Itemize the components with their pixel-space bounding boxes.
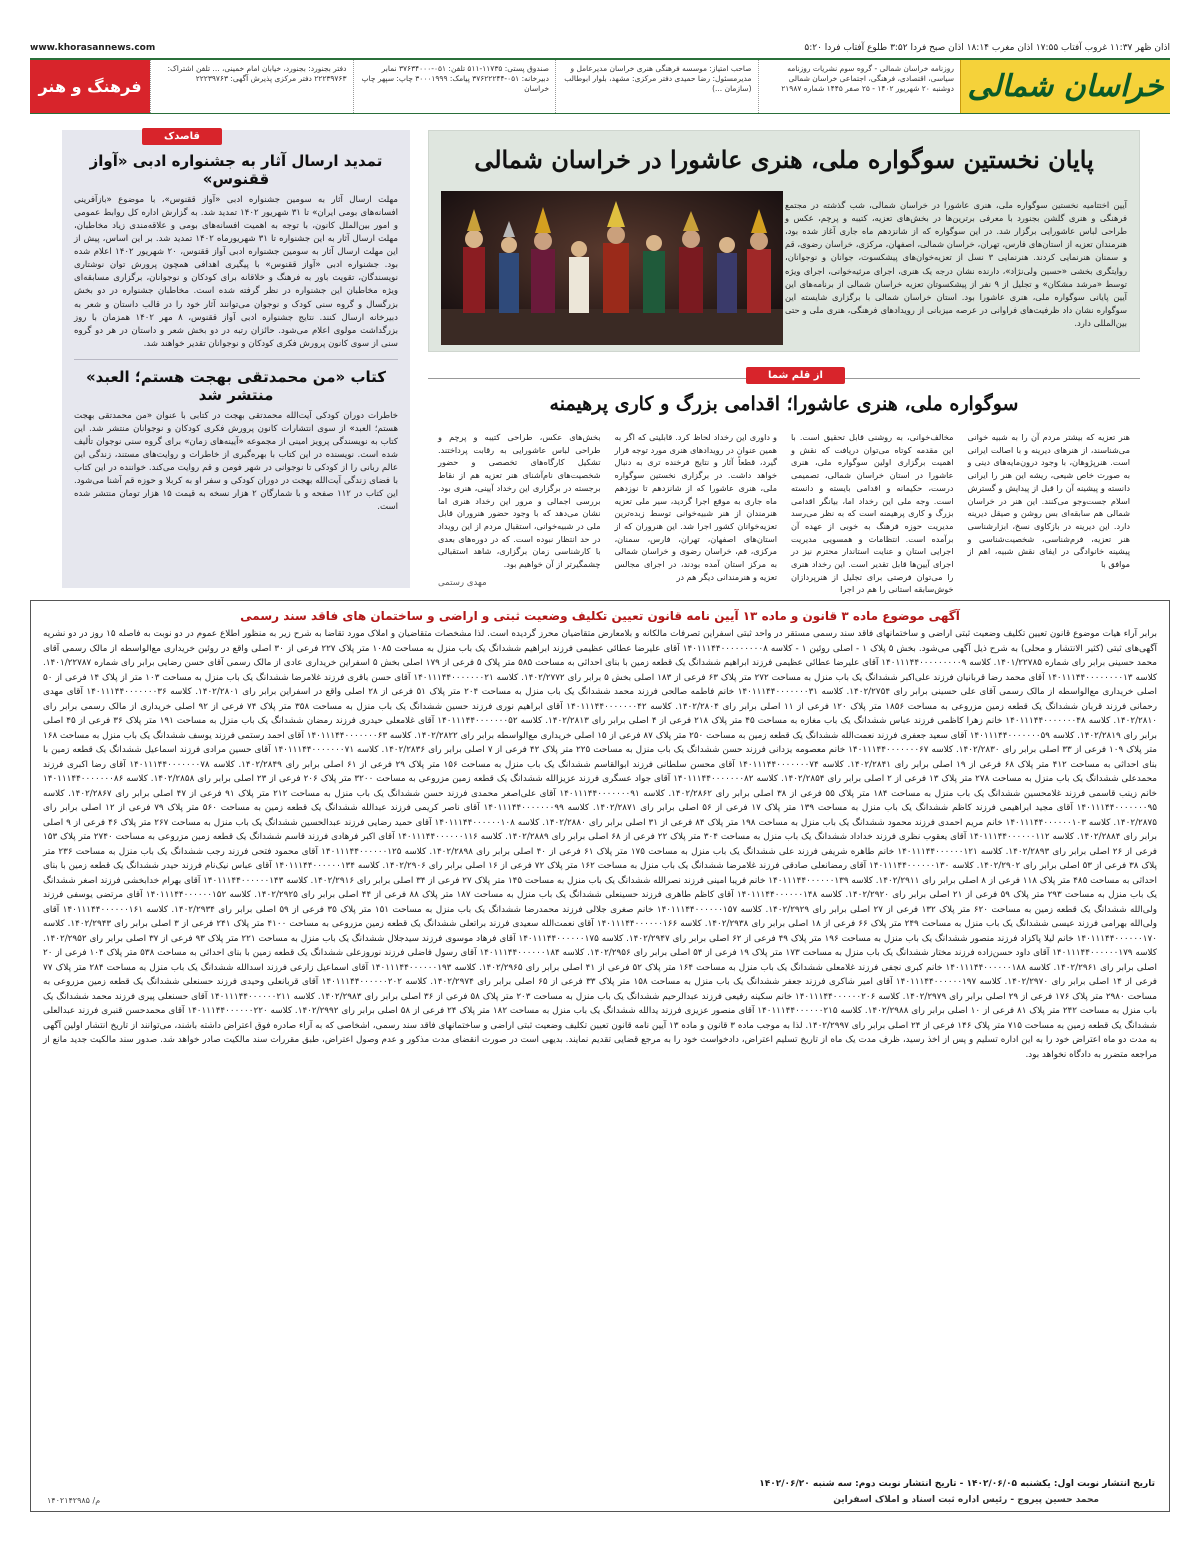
column-divider [74,359,398,360]
oped-columns [438,431,1130,595]
notice-code: م/ ۱۴۰۲۱۴۲۹۸۵ [47,1496,101,1505]
feature-headline: پایان نخستین سوگواره ملی، هنری عاشورا در خراسان شمالی [474,145,1094,174]
masthead [30,58,1170,114]
oped-byline: مهدی رستمی [438,577,487,588]
notice-title: آگهی موضوع ماده ۳ قانون و ماده ۱۳ آیین نامه قانون تعیین تکلیف وضعیت ثبتی و اراضی و ساختمان های فاقد سند رسمی [240,609,960,623]
oped-headline: سوگواره ملی، هنری عاشورا؛ اقدامی بزرگ و کاری پرهیمنه [549,393,1019,415]
top-info-line [30,40,1170,56]
taziyeh-stage-illustration [441,191,783,345]
oped-column-3: و داوری این رخداد لحاظ کرد. قابلیتی که اگر به همین عنوان در رویدادهای هنری مورد توجه قرار گیرد، قطعاً آثار و نتایج فرخنده تری به دنبال خواهد داشت. در برگزاری نخستین سوگواره ملی، هنری عاشورا که از شانزدهم تا نوزدهم ماه جاری به موقع اجرا گردید، سیر ملی تعزیه هنرمندان از هنر شبیه‌خوانی توسط زبده‌ترین تعزیه‌خوانان کشور اجرا شد. این هنروران که از استان‌های اصفهان، تهران، فارس، سمنان، مرکزی، قم، خراسان رضوی و خراسان شمالی به مرکز استان آمده بودند، در اجرای مجالس تعزیه و هنرمندانی دیگر هم در [614,432,777,582]
story2-body: خاطرات دوران کودکی آیت‌الله محمدتقی بهجت در کتابی با عنوان «من محمدتقی بهجت هستم؛ العبد» از سوی انتشارات کانون پرورش فکری کودکان و نوجوانان منتشر شد. این کتاب به نویسندگی پرویز امینی از مجموعه «آیینه‌های زمان» برای گروه سنی نوجوان تألیف شده است. نویسنده در این کتاب با بهره‌گیری از خاطرات و روایت‌های مستند، زندگی این عالم ربانی را از کودکی تا نوجوانی در شهر فومن و قم روایت می‌کند. خواننده در این کتاب با فضای زندگی آیت‌الله بهجت در دوران کودکی و سفر او به کربلا و حوزه قم آشنا می‌شود. این کتاب در ۱۱۲ صفحه و با شمارگان ۲ هزار نسخه به قیمت ۱۵ هزار تومان منتشر شده است. [74,410,399,513]
story1-headline: تمدید ارسال آثار به جشنواره ادبی «آواز ققنوس» [89,152,383,188]
masthead-phones: صندوق پستی: ۱۱۷۳۵-۵۱۱ تلفن: ۰۵۱-۳۷۶۳۴۰۰۰ نمابر دبیرخانه: ۰۵۱-۳۷۶۲۲۲۴۴ پیامک: ۳۰۰۰۱۹۹۹ چاپ: سپهر چاپ خراسان [353,60,556,113]
oped-tag: از قلم شما [746,367,845,384]
feature-photo [441,191,783,345]
legal-notice [30,600,1170,1512]
section-tag: فرهنگ و هنر [30,60,150,113]
prayer-times: اذان ظهر ۱۱:۳۷ غروب آفتاب ۱۷:۵۵ اذان مغرب ۱۸:۱۴ اذان صبح فردا ۳:۵۲ طلوع آفتاب فردا ۵:۲۰ [804,43,1170,53]
website-link[interactable]: www.khorasannews.com [30,43,156,53]
masthead-address: دفتر بجنورد: بجنورد، خیابان امام خمینی، ... تلفن اشتراک: ۲۲۲۳۹۷۶۳ دفتر مرکزی پذیرش آگهی: ۲۲۲۳۹۷۶۳ [150,60,353,113]
oped-column-1: هنر تعزیه که بیشتر مردم آن را به شبیه خوانی می‌شناسند، از هنرهای دیرینه و با اصالت ایرانی است. هنرپژوهان، با وجود درون‌مایه‌های دینی و به صورت خاص شیعی، ریشه این هنر را ایرانی دانسته و پیشینه آن را قبل از پیدایش و گسترش اسلام جست‌وجو می‌کنند. این هنر در خراسان شمالی هم سابقه‌ای بس روشن و صیقل دیرینه دارد. این دیرینه در بازکاوی نسخ، ابزارشناسی هنر تعزیه، فرم‌شناسی، شخصیت‌شناسی و پیشینه خانوادگی در ایفای نقش شبیه، اهم از موافق با [967,432,1130,570]
oped-column-4 [438,431,601,588]
story2-headline: کتاب «من محمدتقی بهجت هستم؛ العبد» منتشر شد [85,367,387,404]
column-tag: قاصدک [142,128,222,145]
notice-dates: تاریخ انتشار نوبت اول: یکشنبه ۱۴۰۲/۰۶/۰۵ - تاریخ انتشار نوبت دوم: سه شنبه ۱۴۰۲/۰۶/۲۰ [759,1479,1155,1489]
notice-body: برابر آراء هیات موضوع قانون تعیین تکلیف وضعیت ثبتی اراضی و ساختمانهای فاقد سند رسمی مستقر در واحد ثبتی اسفراین تصرفات مالکانه و بلامعارض متقاضیان محرز گردیده است. لذا مشخصات متقاضیان و املاک مورد تقاضا به شرح زیر به منظور اطلاع عموم در دو نوبت به فاصله ۱۵ روز در دو نشریه آگهی‌های ثبتی (کثیر الانتشار و محلی) به شرح ذیل آگهی می‌شود. بخش ۵ پلاک ۱ - اصلی روئین ۱ - کلاسه ۱۴۰۱۱۱۴۴۰۰۰۰۰۰۰۰۰۸ آقای علیرضا عطائی عظیمی فرزند ابراهیم ششدانگ یک باب منزل به مساحت ۱۰۸۵ متر پلاک ۲۲۷ فرعی از ۳۰ اصلی واقع در روئین خریداری مع‌الواسطه از مالک رسمی آقای محمد حسینی برابر رای شماره ۱۴۰۱/۲۲۷۸۵. کلاسه ۱۴۰۱۱۱۴۴۰۰۰۰۰۰۰۰۰۹ آقای علیرضا عطائی عظیمی فرزند ابراهیم ششدانگ یک قطعه زمین با بنای احداثی به مساحت ۵۸۵ متر پلاک ۵ فرعی از ۱۷۹ اصلی بخش ۵ اسفراین خریداری عادی از مالک رسمی آقای حسن رضایی برابر رای شماره ۱۴۰۱/۲۲۷۸۷. کلاسه ۱۴۰۱۱۱۴۴۰۰۰۰۰۰۰۰۱۳ آقای محمد رضا قربانیان فرزند علی‌اکبر ششدانگ یک باب منزل به مساحت ۲۷۲ متر پلاک ۶۳ فرعی از ۱۸۳ اصلی بخش ۵ برابر رای ۱۴۰۲/۲۷۷۲. کلاسه ۱۴۰۱۱۱۴۴۰۰۰۰۰۰۰۲۱ آقای حسن باقری فرزند غلامرضا ششدانگ یک باب منزل به مساحت ۱۰۳ متر از پلاک ۱۴ فرعی از ۵۰ اصلی خریداری مع‌الواسطه از مالک رسمی آقای علی حسینی برابر رای ۱۴۰۲/۲۷۵۴. کلاسه ۱۴۰۱۱۱۴۴۰۰۰۰۰۰۰۳۱ خانم فاطمه صالحی فرزند محمد ششدانگ یک باب منزل به مساحت ۲۰۴ متر پلاک ۵۱ فرعی از ۲۸ اصلی واقع در اسفراین برابر رای ۱۴۰۲/۲۸۰۱. کلاسه ۱۴۰۱۱۱۴۴۰۰۰۰۰۰۰۳۶ آقای مهدی رحمانی فرزند قربان ششدانگ یک قطعه زمین مزروعی به مساحت ۱۸۵۶ متر پلاک ۱۲۰ فرعی از ۱۱ اصلی برابر رای ۱۴۰۲/۲۸۰۴. کلاسه ۱۴۰۱۱۱۴۴۰۰۰۰۰۰۰۴۲ آقای ابراهیم نوری فرزند حسین ششدانگ یک باب منزل به مساحت ۳۵۸ متر پلاک ۷۴ فرعی از ۹۲ اصلی خریداری از مالک رسمی برابر رای ۱۴۰۲/۲۸۱۰. کلاسه ۱۴۰۱۱۱۴۴۰۰۰۰۰۰۰۴۸ خانم زهرا کاظمی فرزند عباس ششدانگ یک باب مغازه به مساحت ۴۵ متر پلاک ۲۱۸ فرعی از ۴ اصلی برابر رای ۱۴۰۲/۲۸۱۳. کلاسه ۱۴۰۱۱۱۴۴۰۰۰۰۰۰۰۵۲ آقای غلامعلی حیدری فرزند رمضان ششدانگ یک باب منزل به مساحت ۱۹۱ متر پلاک ۳۶ فرعی از ۴۵ اصلی برابر رای ۱۴۰۲/۲۸۱۹. کلاسه ۱۴۰۱۱۱۴۴۰۰۰۰۰۰۰۵۹ آقای سعید جعفری فرزند نعمت‌الله ششدانگ یک قطعه زمین به مساحت ۲۵۰ متر پلاک ۸۷ فرعی از ۱۵ اصلی خریداری مع‌الواسطه برابر رای ۱۴۰۲/۲۸۲۲. کلاسه ۱۴۰۱۱۱۴۴۰۰۰۰۰۰۰۶۳ آقای احمد رستمی فرزند یوسف ششدانگ یک باب منزل به مساحت ۱۶۸ متر پلاک ۱۰۹ فرعی از ۳۳ اصلی برابر رای ۱۴۰۲/۲۸۳۰. کلاسه ۱۴۰۱۱۱۴۴۰۰۰۰۰۰۰۶۷ خانم معصومه یزدانی فرزند حسن ششدانگ یک باب منزل به مساحت ۲۲۵ متر پلاک ۴۲ فرعی از ۷ اصلی برابر رای ۱۴۰۲/۲۸۳۶. کلاسه ۱۴۰۱۱۱۴۴۰۰۰۰۰۰۰۷۱ آقای حسین مرادی فرزند اسماعیل ششدانگ یک قطعه زمین با بنای احداثی به مساحت ۴۱۲ متر پلاک ۶۸ فرعی از ۱۹ اصلی برابر رای ۱۴۰۲/۲۸۴۱. کلاسه ۱۴۰۱۱۱۴۴۰۰۰۰۰۰۰۷۴ آقای محسن سلطانی فرزند ابوالقاسم ششدانگ یک باب منزل به مساحت ۱۵۶ متر پلاک ۲۹ فرعی از ۶۱ اصلی برابر رای ۱۴۰۲/۲۸۴۹. کلاسه ۱۴۰۱۱۱۴۴۰۰۰۰۰۰۰۷۸ آقای رضا اکبری فرزند محمدعلی ششدانگ یک باب منزل به مساحت ۲۷۸ متر پلاک ۱۳ فرعی از ۲ اصلی برابر رای ۱۴۰۲/۲۸۵۴. کلاسه ۱۴۰۱۱۱۴۴۰۰۰۰۰۰۰۸۲ آقای جواد عسگری فرزند عزیزالله ششدانگ یک قطعه زمین مزروعی به مساحت ۳۲۰۰ متر پلاک ۲۰۶ فرعی از ۲۳ اصلی برابر رای ۱۴۰۲/۲۸۵۸. کلاسه ۱۴۰۱۱۱۴۴۰۰۰۰۰۰۰۸۶ خانم زینب قاسمی فرزند غلامحسین ششدانگ یک باب منزل به مساحت ۱۸۴ متر پلاک ۵۵ فرعی از ۳۸ اصلی برابر رای ۱۴۰۲/۲۸۶۲. کلاسه ۱۴۰۱۱۱۴۴۰۰۰۰۰۰۰۹۱ آقای علی‌اصغر محمدی فرزند حسن ششدانگ یک باب منزل به مساحت ۲۱۲ متر پلاک ۹۱ فرعی از ۴۷ اصلی برابر رای ۱۴۰۲/۲۸۶۷. کلاسه ۱۴۰۱۱۱۴۴۰۰۰۰۰۰۰۹۵ آقای مجید ابراهیمی فرزند کاظم ششدانگ یک باب منزل به مساحت ۱۳۹ متر پلاک ۱۷ فرعی از ۵۶ اصلی برابر رای ۱۴۰۲/۲۸۷۱. کلاسه ۱۴۰۱۱۱۴۴۰۰۰۰۰۰۰۹۹ آقای ناصر کریمی فرزند عبدالله ششدانگ یک قطعه زمین به مساحت ۵۶۰ متر پلاک ۷۹ فرعی از ۱۲ اصلی برابر رای ۱۴۰۲/۲۸۷۵. کلاسه ۱۴۰۱۱۱۴۴۰۰۰۰۰۰۱۰۳ خانم مریم احمدی فرزند محمود ششدانگ یک باب منزل به مساحت ۱۹۸ متر پلاک ۸۴ فرعی از ۳۱ اصلی برابر رای ۱۴۰۲/۲۸۸۰. کلاسه ۱۴۰۱۱۱۴۴۰۰۰۰۰۰۱۰۸ آقای حمید رضایی فرزند عبدالحسین ششدانگ یک باب منزل به مساحت ۲۶۷ متر پلاک ۴۶ فرعی از ۹ اصلی برابر رای ۱۴۰۲/۲۸۸۴. کلاسه ۱۴۰۱۱۱۴۴۰۰۰۰۰۰۱۱۲ آقای یعقوب نظری فرزند خداداد ششدانگ یک باب منزل به مساحت ۳۰۴ متر پلاک ۲۲ فرعی از ۶۸ اصلی برابر رای ۱۴۰۲/۲۸۸۹. کلاسه ۱۴۰۱۱۱۴۴۰۰۰۰۰۰۱۱۶ آقای اکبر فرهادی فرزند قاسم ششدانگ یک قطعه زمین مزروعی به مساحت ۲۷۴۰ متر پلاک ۱۵۳ فرعی از ۲۶ اصلی برابر رای ۱۴۰۲/۲۸۹۳. کلاسه ۱۴۰۱۱۱۴۴۰۰۰۰۰۰۱۲۱ خانم طاهره شریفی فرزند علی ششدانگ یک باب منزل به مساحت ۱۷۵ متر پلاک ۶۱ فرعی از ۴۰ اصلی برابر رای ۱۴۰۲/۲۸۹۸. کلاسه ۱۴۰۱۱۱۴۴۰۰۰۰۰۰۱۲۵ آقای محمود فتحی فرزند رجب ششدانگ یک باب منزل به مساحت ۲۳۶ متر پلاک ۳۸ فرعی از ۵۳ اصلی برابر رای ۱۴۰۲/۲۹۰۲. کلاسه ۱۴۰۱۱۱۴۴۰۰۰۰۰۰۱۳۰ آقای رمضانعلی صادقی فرزند غلامرضا ششدانگ یک باب منزل به مساحت ۱۶۲ متر پلاک ۷۲ فرعی از ۱۶ اصلی برابر رای ۱۴۰۲/۲۹۰۶. کلاسه ۱۴۰۱۱۱۴۴۰۰۰۰۰۰۱۳۴ آقای عباس نیک‌نام فرزند حیدر ششدانگ یک قطعه زمین با بنای احداثی به مساحت ۴۸۵ متر پلاک ۱۱۸ فرعی از ۸ اصلی برابر رای ۱۴۰۲/۲۹۱۱. کلاسه ۱۴۰۱۱۱۴۴۰۰۰۰۰۰۱۳۹ خانم فریبا امینی فرزند نصرالله ششدانگ یک باب منزل به مساحت ۱۴۵ متر پلاک ۲۷ فرعی از ۳۴ اصلی برابر رای ۱۴۰۲/۲۹۱۶. کلاسه ۱۴۰۱۱۱۴۴۰۰۰۰۰۰۱۴۳ آقای بهرام خدابخشی فرزند اصغر ششدانگ یک باب منزل به مساحت ۲۹۳ متر پلاک ۵۹ فرعی از ۲۱ اصلی برابر رای ۱۴۰۲/۲۹۲۰. کلاسه ۱۴۰۱۱۱۴۴۰۰۰۰۰۰۱۴۸ آقای کاظم طاهری فرزند حسینعلی ششدانگ یک باب منزل به مساحت ۱۸۷ متر پلاک ۸۸ فرعی از ۴۴ اصلی برابر رای ۱۴۰۲/۲۹۲۵. کلاسه ۱۴۰۱۱۱۴۴۰۰۰۰۰۰۱۵۲ آقای مرتضی یوسفی فرزند ولی‌الله ششدانگ یک قطعه زمین به مساحت ۶۲۰ متر پلاک ۱۳۲ فرعی از ۲۷ اصلی برابر رای ۱۴۰۲/۲۹۲۹. کلاسه ۱۴۰۱۱۱۴۴۰۰۰۰۰۰۱۵۷ خانم صغری جلالی فرزند محمدرضا ششدانگ یک باب منزل به مساحت ۱۵۱ متر پلاک ۳۵ فرعی از ۵۹ اصلی برابر رای ۱۴۰۲/۲۹۳۴. کلاسه ۱۴۰۱۱۱۴۴۰۰۰۰۰۰۱۶۱ آقای ولی‌الله بهرامی فرزند عیسی ششدانگ یک باب منزل به مساحت ۲۴۹ متر پلاک ۶۶ فرعی از ۱۸ اصلی برابر رای ۱۴۰۲/۲۹۳۸. کلاسه ۱۴۰۱۱۱۴۴۰۰۰۰۰۰۱۶۶ آقای نعمت‌الله سعیدی فرزند براتعلی ششدانگ یک قطعه زمین مزروعی به مساحت ۴۱۰۰ متر پلاک ۲۴۱ فرعی از ۳ اصلی برابر رای ۱۴۰۲/۲۹۴۳. کلاسه ۱۴۰۱۱۱۴۴۰۰۰۰۰۰۱۷۰ خانم لیلا پاکزاد فرزند منصور ششدانگ یک باب منزل به مساحت ۱۹۶ متر پلاک ۴۹ فرعی از ۶۲ اصلی برابر رای ۱۴۰۲/۲۹۴۷. کلاسه ۱۴۰۱۱۱۴۴۰۰۰۰۰۰۱۷۵ آقای فرهاد موسوی فرزند سیدجلال ششدانگ یک باب منزل به مساحت ۲۲۱ متر پلاک ۹۳ فرعی از ۳۷ اصلی برابر رای ۱۴۰۲/۲۹۵۲. کلاسه ۱۴۰۱۱۱۴۴۰۰۰۰۰۰۱۷۹ آقای داود حسن‌زاده فرزند مختار ششدانگ یک باب منزل به مساحت ۱۷۳ متر پلاک ۱۹ فرعی از ۵۴ اصلی برابر رای ۱۴۰۲/۲۹۵۶. کلاسه ۱۴۰۱۱۱۴۴۰۰۰۰۰۰۱۸۴ آقای رسول فاضلی فرزند نوروزعلی ششدانگ یک قطعه زمین با بنای احداثی به مساحت ۵۳۸ متر پلاک ۱۰۴ فرعی از ۲۰ اصلی برابر رای ۱۴۰۲/۲۹۶۱. کلاسه ۱۴۰۱۱۱۴۴۰۰۰۰۰۰۱۸۸ خانم کبری نجفی فرزند غلامعلی ششدانگ یک باب منزل به مساحت ۱۶۴ متر پلاک ۵۲ فرعی از ۴۱ اصلی برابر رای ۱۴۰۲/۲۹۶۵. کلاسه ۱۴۰۱۱۱۴۴۰۰۰۰۰۰۱۹۳ آقای اسماعیل زارعی فرزند اسدالله ششدانگ یک باب منزل به مساحت ۲۸۴ متر پلاک ۷۷ فرعی از ۱۴ اصلی برابر رای ۱۴۰۲/۲۹۷۰. کلاسه ۱۴۰۱۱۱۴۴۰۰۰۰۰۰۱۹۷ آقای امیر شاکری فرزند جعفر ششدانگ یک باب منزل به مساحت ۱۵۸ متر پلاک ۳۳ فرعی از ۶۵ اصلی برابر رای ۱۴۰۲/۲۹۷۴. کلاسه ۱۴۰۱۱۱۴۴۰۰۰۰۰۰۲۰۲ آقای قربانعلی وحیدی فرزند حسنعلی ششدانگ یک قطعه زمین مزروعی به مساحت ۲۹۸۰ متر پلاک ۱۷۶ فرعی از ۲۹ اصلی برابر رای ۱۴۰۲/۲۹۷۹. کلاسه ۱۴۰۱۱۱۴۴۰۰۰۰۰۰۲۰۶ خانم سکینه رفیعی فرزند عبدالرحیم ششدانگ یک باب منزل به مساحت ۲۰۳ متر پلاک ۵۸ فرعی از ۳۶ اصلی برابر رای ۱۴۰۲/۲۹۸۳. کلاسه ۱۴۰۱۱۱۴۴۰۰۰۰۰۰۲۱۱ آقای حسنعلی پیری فرزند محمد ششدانگ یک باب منزل به مساحت ۲۴۲ متر پلاک ۸۱ فرعی از ۱۰ اصلی برابر رای ۱۴۰۲/۲۹۸۸. کلاسه ۱۴۰۱۱۱۴۴۰۰۰۰۰۰۲۱۵ آقای منصور عزیزی فرزند یدالله ششدانگ یک باب منزل به مساحت ۱۸۲ متر پلاک ۲۴ فرعی از ۵۸ اصلی برابر رای ۱۴۰۲/۲۹۹۲. کلاسه ۱۴۰۱۱۱۴۴۰۰۰۰۰۰۲۲۰ آقای محمدحسن قنبری فرزند عبدالعلی ششدانگ یک قطعه زمین به مساحت ۷۱۵ متر پلاک ۱۴۶ فرعی از ۲۴ اصلی برابر رای ۱۴۰۲/۲۹۹۷. لذا به موجب ماده ۳ قانون و ماده ۱۳ آیین نامه قانون تعیین تکلیف وضعیت ثبتی اراضی و ساختمانهای فاقد سند رسمی، اشخاصی که به آراء صادره فوق اعتراض داشته باشند، می‌توانند از تاریخ انتشار اولین آگهی به مدت دو ماه اعتراض خود را به این اداره تسلیم و پس از اخذ رسید، ظرف مدت یک ماه از تاریخ تسلیم اعتراض، دادخواست خود را به مرجع قضایی تقدیم نمایند. بدیهی است در صورت انقضای مدت مذکور و عدم وصول اعتراض، طبق مقررات سند مالکیت صادر خواهد شد. صدور سند مالکیت جدید مانع از مراجعه متضرر به دادگاه نخواهد بود. [43,629,1158,1060]
oped-column-4-text: بخش‌های عکس، طراحی کتیبه و پرچم و طراحی لباس عاشورایی به رقابت پرداختند. تشکیل کارگاه‌های تخصصی و حضور شخصیت‌های نام‌آشنای هنر تعزیه هم از نقاط برجسته در برگزاری این رخداد آیینی، هنری بود. بررسی اجمالی و مرور این رخداد هنری اما نشان می‌دهد که با وجود حضور هنروران قابل ملی در شبیه‌خوانی، استقبال مردم از این رویداد در حد انتظار نبوده است. که در دوره‌های بعدی با کارشناسی زمان برگزاری، شاهد استقبالی چشمگیرتر از آن خواهیم بود. [438,432,601,570]
oped-column-2: مخالف‌خوانی، به روشنی قابل تحقیق است. با این مقدمه کوتاه می‌توان دریافت که نقش و اهمیت برگزاری اولین سوگواره ملی، هنری عاشورا در استان خراسان شمالی، تصمیمی درست، حکیمانه و اقدامی بایسته و دانسته است. وجه ملی این رخداد اما، بیانگر اقدامی بزرگ و کاری پرهیمنه است که به نظر می‌رسد مدیریت حوزه فرهنگ به خوبی از عهده آن برآمده است. انتظامات و همسویی مدیریت اجرایی استان و عنایت استاندار محترم نیز در اجرای آیین‌ها قابل تقدیر است. این رخداد هنری را می‌توان فرصتی برای تجلیل از هنرپردازان خوش‌سابقه استانی را هم در اجرا [791,432,954,595]
logo [960,60,1170,113]
logo-text: خراسان شمالی [967,69,1164,104]
notice-signature: محمد حسین پیروج - رئیس اداره ثبت اسناد و املاک اسفراین [833,1495,1099,1505]
left-news-column [62,130,410,588]
feature-body: آیین اختتامیه نخستین سوگواره ملی، هنری عاشورا در خراسان شمالی، شب گذشته در مجتمع فرهنگی و هنری گلشن بجنورد با معرفی برترین‌ها در بخش‌های تعزیه، کتیبه و پرچم، عکس و طراحی لباس عاشورایی برگزار شد. در این سوگواره که از شانزدهم ماه جاری آغاز شده بود، هنرمندان تعزیه از استان‌های فارس، تهران، خراسان شمالی، اصفهان، مرکزی، خراسان رضوی، قم و سمنان هنرنمایی کردند. هنرنمایی ۳ نسل از تعزیه‌خوان‌های پیشکسوت، جوانان و نوجوانان، روایتگری بخشی «حسین ولی‌نژاد»، دارنده نشان درجه یک هنری، اجرای مرثیه‌خوانی، اجرای ویژه توسط «مرشد مشکان» و تجلیل از ۹ نفر از پیشکسوتان تعزیه خراسان شمالی از برنامه‌های این آیین پایانی سوگواره ملی، هنری عاشورا بود. استان خراسان شمالی با برگزاری شایسته این سوگواره نشان داد ظرفیت‌های فراوانی در عرصه میزبانی از رویدادهای فرهنگی، هنری ملی و حتی بین‌المللی دارد. [785,200,1127,328]
masthead-about: روزنامه خراسان شمالی - گروه سوم نشریات روزنامه سیاسی، اقتصادی، فرهنگی، اجتماعی خراسان شمالی دوشنبه ۲۰ شهریور ۱۴۰۲ - ۲۵ صفر ۱۴۴۵ شماره ۲۱۹۸۷ [758,60,961,113]
main-feature-story [428,130,1140,352]
story1-body: مهلت ارسال آثار به سومین جشنواره ادبی «آواز ققنوس»، با موضوع «بازآفرینی افسانه‌های بومی ایران» تا ۳۱ شهریور ۱۴۰۲ تمدید شد. به گزارش اداره کل روابط عمومی و امور بین‌الملل کانون، با توجه به اهمیت افسانه‌های بومی و علاقه‌مندی زیاد مخاطبان، مهلت ارسال آثار به این جشنواره تا ۳۱ شهریورماه ۱۴۰۲ تمدید شد. بر این اساس، پیش از این مهلت ارسال آثار به سومین جشنواره ادبی آواز ققنوس، ۲۰ شهریور ۱۴۰۲ اعلام شده بود. جشنواره ادبی «آواز ققنوس» با پیگیری اهدافی همچون پرورش توان نوشتاری نویسندگان، تقویت باور به فرهنگ و خلاقانه برای کودکان و نوجوانان، برگزاری مسابقه‌ای ویژه مخاطبان این جشنواره در نظر گرفته شده است. مخاطبان جشنواره در دو بخش بزرگسال و گروه سنی کودک و نوجوان می‌توانند آثار خود را در قالب داستان و شعر به دبیرخانه ارسال کنند. نتایج جشنواره ادبی آواز ققنوس، ۸ مهر ۱۴۰۲ همزمان با روز بزرگداشت مولوی اعلام می‌شود. حائزان رتبه در دو بخش شعر و داستان در هر دو گروه سنی از سوی کانون پرورش فکری کودکان و نوجوانان تقدیر خواهند شد. [74,195,399,349]
masthead-owner: صاحب امتیاز: موسسه فرهنگی هنری خراسان مدیرعامل و مدیرمسئول: رضا حمیدی دفتر مرکزی: مشهد، بلوار ابوطالب (سازمان ...) [555,60,758,113]
oped-article [428,370,1140,595]
